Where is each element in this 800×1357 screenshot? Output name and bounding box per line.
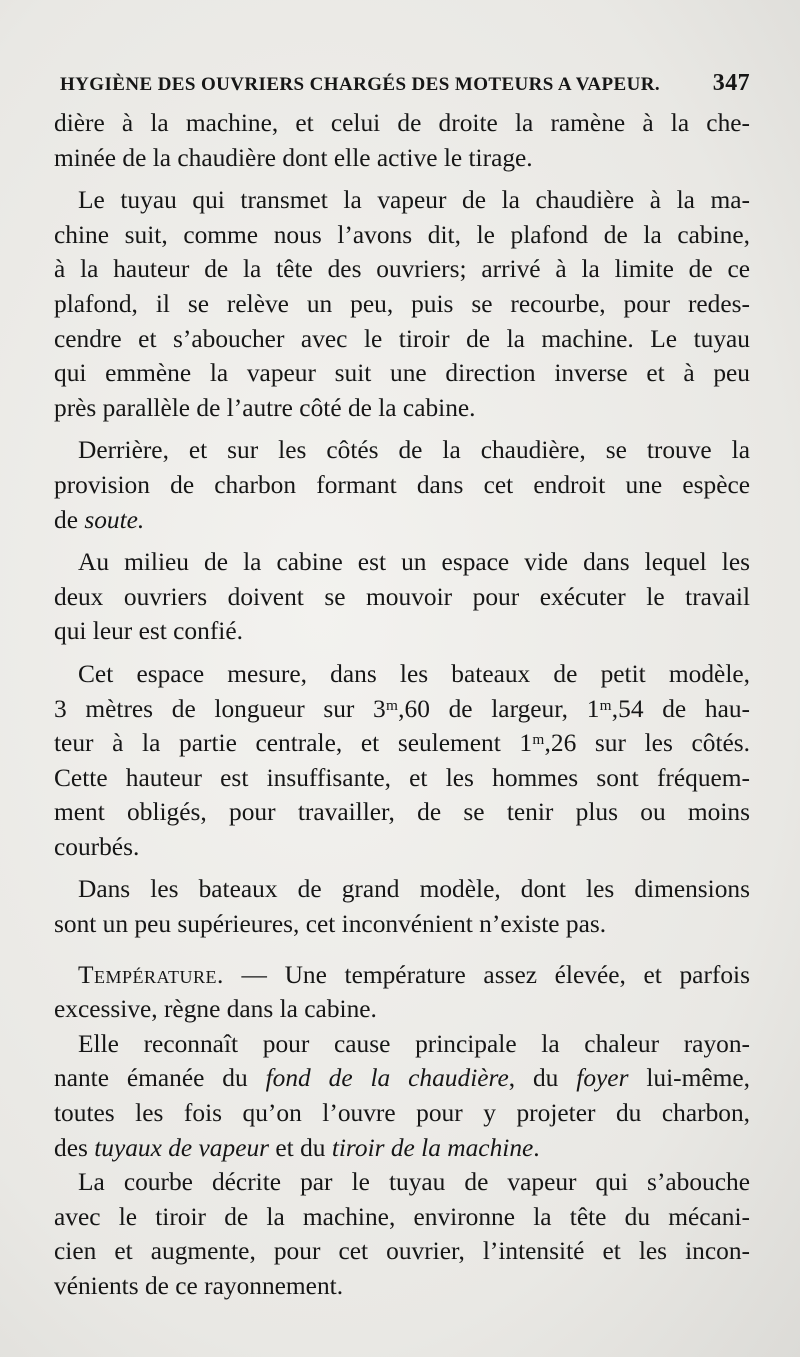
text-line: Au milieu de la cabine est un espace vide dans lequel les <box>78 548 750 577</box>
text-line: vénients de ce rayonnement. <box>54 1272 344 1300</box>
paragraph <box>54 545 750 649</box>
paragraph <box>54 106 750 175</box>
paragraph <box>54 872 750 941</box>
paragraph <box>54 1027 750 1165</box>
text-line: chine suit, comme nous l’avons dit, le plafond de la cabine, <box>54 220 750 249</box>
text-line: excessive, règne dans la cabine. <box>54 995 377 1024</box>
running-head-title: HYGIÈNE DES OUVRIERS CHARGÉS DES MOTEURS A VAPEUR. <box>60 74 660 95</box>
text-line: provision de charbon formant dans cet endroit une espèce <box>54 470 750 499</box>
text-line <box>54 503 750 538</box>
text-line: Cette hauteur est insuffisante, et les hommes sont fréquem- <box>54 763 750 792</box>
italic-term: tiroir de la machine <box>331 1133 534 1162</box>
text-segment: , du <box>508 1064 577 1093</box>
text-segment: . <box>533 1133 540 1162</box>
text-line: toutes les fois qu’on l’ouvre pour y projeter du charbon, <box>54 1099 750 1128</box>
text-line: minée de la chaudière dont elle active le tirage. <box>54 143 533 172</box>
italic-term: fond de la chaudière <box>265 1064 509 1093</box>
italic-term: soute. <box>84 505 145 534</box>
text-line: qui emmène la vapeur suit une direction inverse et à peu <box>54 359 750 388</box>
text-line: ment obligés, pour travailler, de se tenir plus ou moins <box>54 798 750 827</box>
text-line: à la hauteur de la tête des ouvriers; arrivé à la limite de ce <box>54 255 750 284</box>
text-line: teur à la partie centrale, et seulement 1ᵐ,26 sur les côtés. <box>54 729 750 758</box>
text-line: deux ouvriers doivent se mouvoir pour exécuter le travail <box>54 582 750 611</box>
text-line: avec le tiroir de la machine, environne la tête du mécani- <box>54 1202 750 1231</box>
text-line: Le tuyau qui transmet la vapeur de la chaudière à la ma- <box>78 186 750 215</box>
italic-term: foyer <box>576 1064 629 1093</box>
text-line: Elle reconnaît pour cause principale la chaleur rayon- <box>78 1029 750 1058</box>
body-text <box>54 106 750 1304</box>
text-line: courbés. <box>54 832 140 861</box>
page-number: 347 <box>712 70 750 96</box>
italic-term: tuyaux de vapeur <box>94 1133 270 1162</box>
text-line <box>54 1131 750 1166</box>
section-heading: Température. <box>78 960 224 989</box>
section-temperature <box>54 958 750 1027</box>
text-segment: lui-même, <box>628 1064 750 1093</box>
paragraph <box>54 183 750 425</box>
text-line: La courbe décrite par le tuyau de vapeur qui s’abouche <box>78 1168 750 1197</box>
text-line <box>54 958 750 993</box>
text-line: plafond, il se relève un peu, puis se recourbe, pour redes- <box>54 289 750 318</box>
text-segment: des <box>54 1133 95 1162</box>
text-line: Cet espace mesure, dans les bateaux de petit modèle, <box>78 659 750 688</box>
text-line: cendre et s’aboucher avec le tiroir de la machine. Le tuyau <box>54 324 750 353</box>
paragraph <box>54 433 750 537</box>
text-segment: de <box>54 505 85 534</box>
text-line: Dans les bateaux de grand modèle, dont les dimensions <box>78 875 750 904</box>
text-segment: — Une température assez élevée, et parfois <box>223 960 750 989</box>
text-segment: et du <box>269 1133 332 1162</box>
text-segment: nante émanée du <box>54 1064 266 1093</box>
text-line: Derrière, et sur les côtés de la chaudière, se trouve la <box>78 436 750 465</box>
text-line: sont un peu supérieures, cet inconvénient n’existe pas. <box>54 910 607 939</box>
text-line: qui leur est confié. <box>54 617 243 646</box>
text-line: dière à la machine, et celui de droite la ramène à la che- <box>54 109 750 137</box>
paragraph <box>54 1165 750 1303</box>
text-line: 3 mètres de longueur sur 3ᵐ,60 de largeur, 1ᵐ,54 de hau- <box>54 694 750 723</box>
text-line: cien et augmente, pour cet ouvrier, l’intensité et les incon- <box>54 1237 750 1266</box>
text-line: près parallèle de l’autre côté de la cabine. <box>54 393 476 422</box>
text-line <box>54 1061 750 1096</box>
paragraph <box>54 657 750 865</box>
